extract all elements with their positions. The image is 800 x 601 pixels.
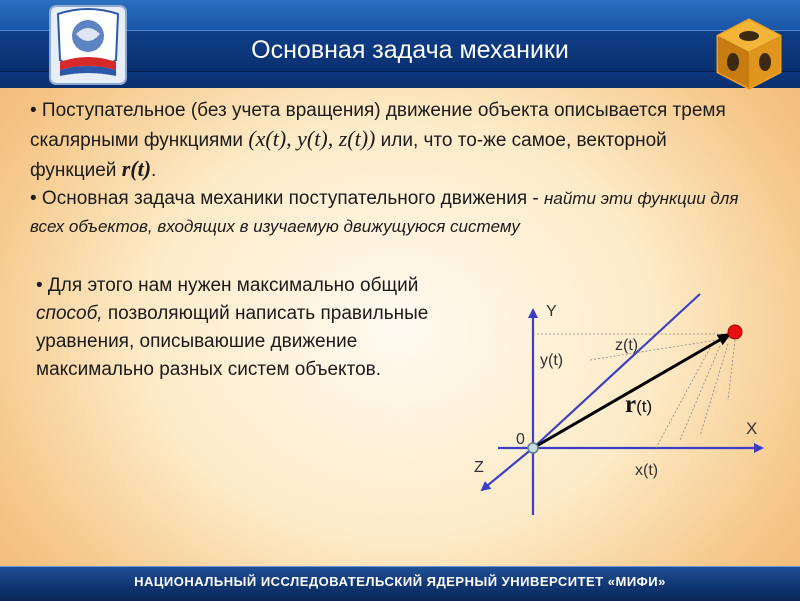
paragraph-translational-motion: [30, 97, 750, 185]
coordinate-diagram: [460, 290, 800, 530]
paragraph1-lead: • Поступательное (без учета вращения) движение объекта описывается тремя скалярными функциями: [30, 100, 726, 151]
paragraph3-rest: позволяющий написать правильные уравнения, описываюшие движение максимально разных систем объектов.: [36, 303, 429, 380]
main-text: [30, 97, 750, 241]
paragraph2-lead: • Основная задача механики поступательного движения -: [30, 188, 545, 209]
r-vector-label: r(t): [625, 391, 653, 418]
footer-bar: [0, 566, 800, 601]
cube-logo-icon: [712, 16, 786, 92]
diagonal-axis: [533, 294, 700, 448]
origin-label: 0: [516, 431, 525, 448]
paragraph1-end: .: [151, 160, 157, 181]
paragraph3-lead: • Для этого нам нужен максимально общий: [36, 275, 419, 296]
z-axis: [482, 448, 533, 490]
paragraph1-middle: или, что то-же самое, векторной функцией: [30, 130, 667, 181]
university-emblem-icon: [46, 4, 130, 86]
zt-label: z(t): [615, 337, 639, 354]
object-point: [728, 325, 742, 339]
scalar-functions: (x(t), y(t), z(t)): [248, 126, 376, 151]
paragraph-general-method: [36, 272, 446, 384]
page-title: Основная задача механики: [251, 36, 569, 64]
paragraph3-italic: способ,: [36, 303, 103, 324]
yt-label: y(t): [540, 352, 564, 369]
university-name: НАЦИОНАЛЬНЫЙ ИССЛЕДОВАТЕЛЬСКИЙ ЯДЕРНЫЙ УНИВЕРСИТЕТ «МИФИ»: [134, 574, 666, 589]
origin-point: [528, 443, 538, 453]
xt-label: x(t): [635, 462, 659, 479]
z-axis-label: Z: [474, 459, 484, 476]
x-axis-label: X: [746, 419, 758, 438]
header-bar: [0, 0, 800, 88]
paragraph2-italic: найти эти функции для всех объектов, входящих в изучаемую движущуюся систему: [30, 189, 739, 236]
vector-function: r(t): [121, 156, 152, 181]
paragraph-main-task: [30, 185, 750, 241]
y-axis-label: Y: [546, 303, 557, 320]
